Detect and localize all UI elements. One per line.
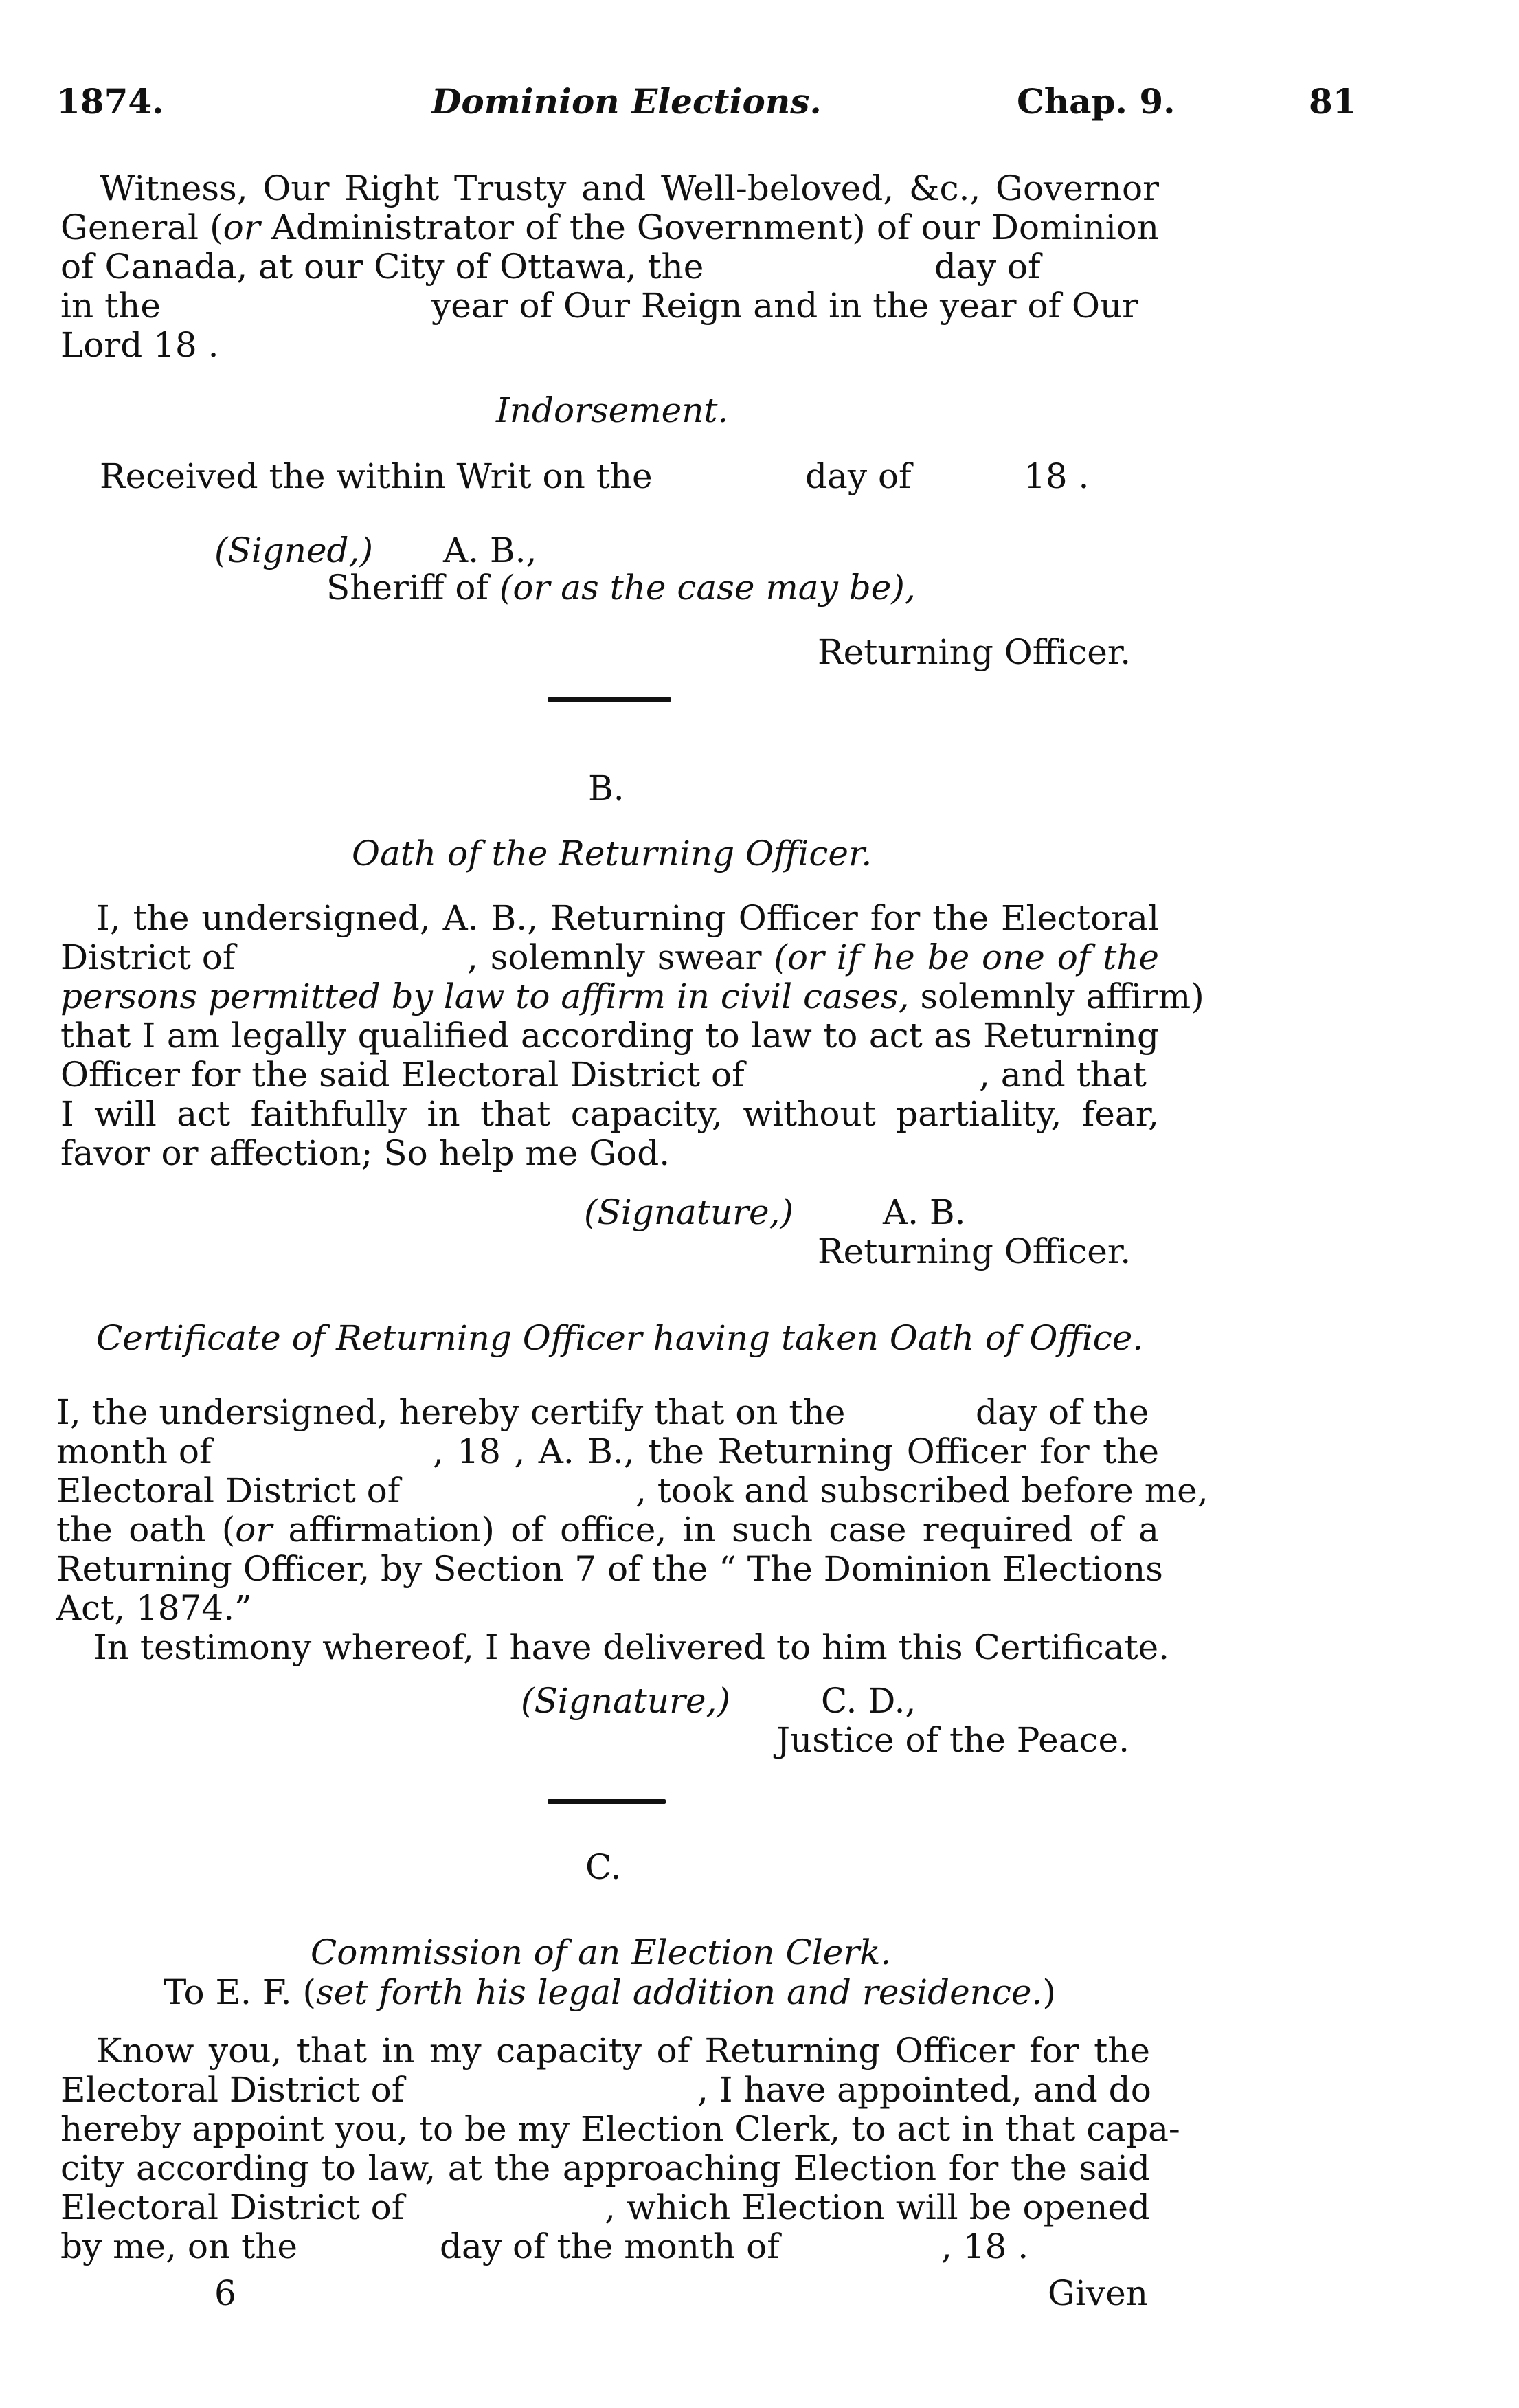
certificate-line-5: Returning Officer, by Section 7 of the “ The Dominion Elections <box>56 1549 1163 1589</box>
oath-signature-name: A. B. <box>883 1192 966 1232</box>
section-b-letter: B. <box>588 768 625 808</box>
certificate-signature-title: Justice of the Peace. <box>776 1720 1130 1760</box>
section-c-heading: Commission of an Election Clerk. <box>311 1932 892 1972</box>
indorsement-signer: A. B., <box>443 531 537 570</box>
certificate-line-3a: Electoral District of <box>56 1471 401 1510</box>
witness-line-3a: of Canada, at our City of Ottawa, the <box>60 247 704 287</box>
oath-line-1: I, the undersigned, A. B., Returning Officer for the Electoral <box>96 898 1159 938</box>
oath-line-2a: District of <box>60 937 236 977</box>
page-number: 81 <box>1309 81 1357 122</box>
certificate-heading: Certificate of Returning Officer having taken Oath of Office. <box>96 1318 1144 1358</box>
oath-line-6: I will act faithfully in that capacity, without partiality, fear, <box>60 1094 1159 1134</box>
witness-line-3b: day of <box>934 247 1041 287</box>
witness-line-5: Lord 18 . <box>60 325 219 365</box>
section-divider-1 <box>548 697 671 702</box>
certificate-line-6: Act, 1874.” <box>56 1588 252 1628</box>
certificate-line-1a: I, the undersigned, hereby certify that on the <box>56 1392 846 1432</box>
indorsement-sheriff: Sheriff of (or as the case may be), <box>326 568 916 607</box>
commission-line-5b: , which Election will be opened <box>605 2187 1150 2227</box>
certificate-signature-name: C. D., <box>821 1681 916 1721</box>
commission-line-5a: Electoral District of <box>60 2187 405 2227</box>
witness-line-1: Witness, Our Right Trusty and Well-beloved, &c., Governor <box>100 168 1159 208</box>
section-divider-2 <box>548 1799 666 1804</box>
oath-line-3: persons permitted by law to affirm in civil cases, solemnly affirm) <box>60 977 1204 1016</box>
commission-line-1: Know you, that in my capacity of Returning Officer for the <box>96 2031 1150 2071</box>
commission-line-4: city according to law, at the approaching Election for the said <box>60 2148 1150 2188</box>
oath-signature-title: Returning Officer. <box>818 1231 1132 1271</box>
section-c-letter: C. <box>585 1847 622 1887</box>
commission-line-6b: day of the month of <box>440 2227 780 2266</box>
oath-line-5a: Officer for the said Electoral District of <box>60 1055 745 1095</box>
oath-line-7: favor or affection; So help me God. <box>60 1133 671 1173</box>
indorsement-received-a: Received the within Writ on the <box>100 456 653 496</box>
oath-line-5b: , and that <box>979 1055 1147 1095</box>
commission-line-6a: by me, on the <box>60 2227 298 2266</box>
indorsement-officer: Returning Officer. <box>818 632 1132 672</box>
witness-line-2: General (or Administrator of the Government) of our Dominion <box>60 208 1159 247</box>
witness-line-4b: year of Our Reign and in the year of Our <box>431 286 1139 326</box>
indorsement-signed-label: (Signed,) <box>214 531 373 570</box>
commission-addressee: To E. F. (set forth his legal addition and residence.) <box>164 1972 1056 2012</box>
certificate-line-7: In testimony whereof, I have delivered to him this Certificate. <box>93 1627 1170 1667</box>
commission-line-2b: , I have appointed, and do <box>697 2070 1151 2110</box>
commission-line-3: hereby appoint you, to be my Election Clerk, to act in that capa- <box>60 2109 1180 2149</box>
section-b-heading: Oath of the Returning Officer. <box>352 834 873 873</box>
commission-line-6c: , 18 . <box>941 2227 1029 2266</box>
indorsement-received-b: day of <box>805 456 912 496</box>
header-chapter: Chap. 9. <box>1017 81 1175 122</box>
certificate-line-2a: month of <box>56 1431 212 1471</box>
certificate-line-3b: , took and subscribed before me, <box>635 1471 1208 1510</box>
witness-line-4a: in the <box>60 286 161 326</box>
certificate-signature-label: (Signature,) <box>521 1681 730 1721</box>
oath-signature-label: (Signature,) <box>584 1192 794 1232</box>
certificate-line-2b: , 18 , A. B., the Returning Officer for the <box>433 1431 1159 1471</box>
certificate-line-4: the oath (or affirmation) of office, in such case required of a <box>56 1510 1159 1550</box>
header-title: Dominion Elections. <box>431 81 822 122</box>
indorsement-received-c: 18 . <box>1024 456 1090 496</box>
catchword: Given <box>1048 2273 1148 2313</box>
header-year: 1874. <box>56 81 164 122</box>
certificate-line-1b: day of the <box>976 1392 1149 1432</box>
indorsement-heading: Indorsement. <box>496 390 729 430</box>
signature-mark: 6 <box>214 2273 236 2313</box>
oath-line-2b: , solemnly swear (or if he be one of the <box>467 937 1159 977</box>
oath-line-4: that I am legally qualified according to law to act as Returning <box>60 1016 1159 1056</box>
commission-line-2a: Electoral District of <box>60 2070 405 2110</box>
